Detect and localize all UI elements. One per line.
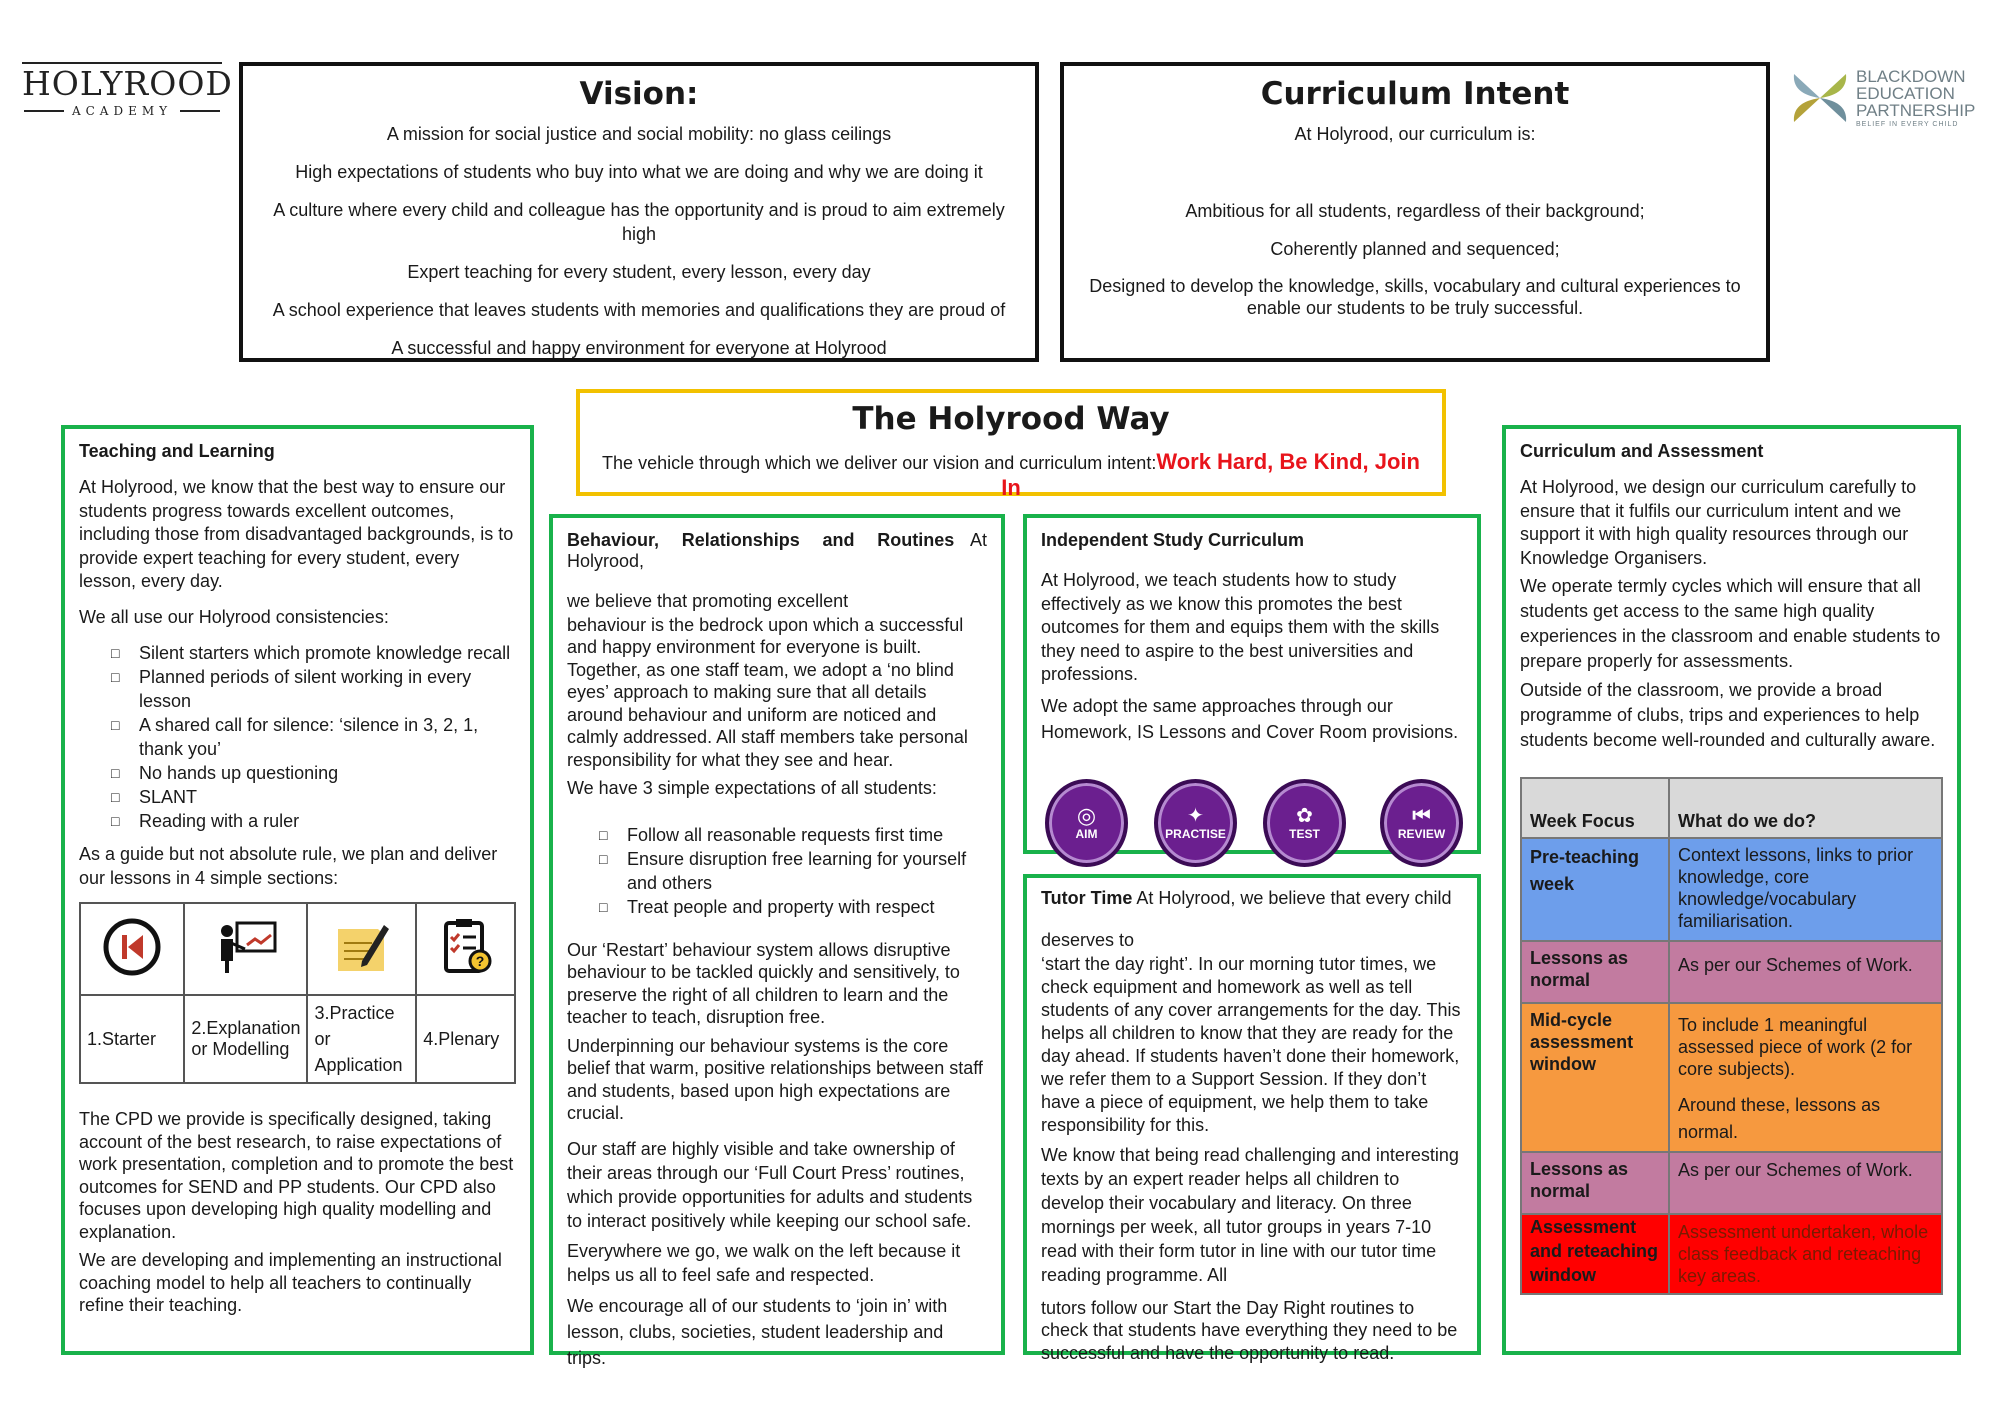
teaching-p1: At Holyrood, we know that the best way to ensure our students progress towards excellent outcomes, including those from disadvantaged backgrounds, is to provide expert teaching for every student, every lesson, every day. <box>79 477 514 591</box>
list-item: □ Treat people and property with respect <box>607 895 987 919</box>
study-p2: We adopt the same approaches through our Homework, IS Lessons and Cover Room provisions. <box>1041 695 1459 742</box>
holyrood-logo <box>22 62 233 126</box>
assessment-p3: Outside of the classroom, we provide a broad programme of clubs, trips and experiences to help students become well-rounded and culturally aware. <box>1520 680 1936 750</box>
behaviour-p5: Our staff are highly visible and take ownership of their areas through our ‘Full Court Press’ routines, which provide opportunities for adults and students to interact positively while keeping our school safe. <box>567 1138 973 1231</box>
behaviour-p3: Our ‘Restart’ behaviour system allows disruptive behaviour to be tackled quickly and sensitively, to preserve the right of all children to learn and the teacher to teach, disruption free. <box>567 939 960 1027</box>
study-heading: Independent Study Curriculum <box>1041 530 1305 550</box>
partner-line2: EDUCATION <box>1856 84 1955 103</box>
list-item: □ Reading with a ruler <box>119 809 516 833</box>
behaviour-heading-tail: At Holyrood, <box>567 530 987 571</box>
section-label: 2.Explanation or Modelling <box>184 995 307 1083</box>
intent-line: Ambitious for all students, regardless of their background; <box>1185 201 1645 221</box>
teaching-p5: We are developing and implementing an instructional coaching model to help all teachers to continually refine their teaching. <box>79 1250 502 1315</box>
behaviour-p4: Underpinning our behaviour systems is the core belief that warm, positive relationships between staff and students, based upon high expectations are crucial. <box>567 1035 983 1123</box>
teaching-learning-box <box>61 425 534 1355</box>
expectations-list <box>567 823 987 919</box>
row-what-cell <box>1669 1003 1942 1152</box>
row-focus: Pre-teaching week <box>1521 838 1669 941</box>
behaviour-p7: We encourage all of our students to ‘join in’ with lesson, clubs, societies, student leadership and trips. <box>567 1295 948 1368</box>
tutor-heading: Tutor Time <box>1041 888 1133 908</box>
study-badges <box>1041 779 1463 867</box>
tutor-heading-tail: At Holyrood, we believe that every child <box>1132 888 1452 908</box>
vision-line: Expert teaching for every student, every lesson, every day <box>407 262 871 282</box>
vision-title: Vision: <box>579 76 699 112</box>
list-item: □ No hands up questioning <box>119 761 516 785</box>
row-what-extra: Around these, lessons as normal. <box>1678 1095 1881 1142</box>
list-item: □ Silent starters which promote knowledge recall <box>119 641 516 665</box>
assessment-p2: We operate termly cycles which will ensure that all students get access to the same high quality experiences in the classroom and enable students to prepare properly for assessments. <box>1520 576 1941 671</box>
consistencies-list <box>79 641 516 833</box>
section-label: 1.Starter <box>80 995 184 1083</box>
assessment-p1: At Holyrood, we design our curriculum carefully to ensure that it fulfils our curriculum intent and we support it with high quality resources through our Knowledge Organisers. <box>1520 477 1917 568</box>
independent-study-box <box>1023 514 1481 854</box>
behaviour-p1a: we believe that promoting excellent <box>567 591 849 611</box>
tutor-p1a: deserves to <box>1041 930 1135 950</box>
row-what: As per our Schemes of Work. <box>1669 941 1942 1003</box>
behaviour-p2: We have 3 simple expectations of all students: <box>567 778 937 798</box>
tutor-p2: We know that being read challenging and interesting texts by an expert reader helps all children to develop their vocabulary and literacy. On three mornings per week, all tutor groups in years 7-10 read with their form tutor in line with our tutor time reading programme. All <box>1041 1144 1459 1285</box>
practice-cell <box>307 903 416 995</box>
vision-line: A mission for social justice and social mobility: no glass ceilings <box>386 124 892 144</box>
aim-badge-icon: ◎ AIM <box>1045 779 1128 867</box>
row-what: Assessment undertaken, whole class feedback and reteaching key areas. <box>1669 1214 1942 1294</box>
list-item: □ Ensure disruption free learning for yourself and others <box>607 847 987 895</box>
vision-line: A successful and happy environment for everyone at Holyrood <box>391 338 887 358</box>
partner-tagline: BELIEF IN EVERY CHILD <box>1856 121 1959 128</box>
vision-line: High expectations of students who buy into what we are doing and why we are doing it <box>295 162 983 182</box>
partner-logo <box>1790 68 1990 138</box>
week-focus-table <box>1520 777 1943 1295</box>
partner-flower-icon <box>1790 68 1850 128</box>
list-item: □ Planned periods of silent working in every lesson <box>119 665 516 713</box>
intent-intro: At Holyrood, our curriculum is: <box>1294 124 1536 144</box>
table-header: Week Focus <box>1521 778 1669 838</box>
partner-line1: BLACKDOWN <box>1856 67 1966 86</box>
lesson-sections-table <box>79 902 516 1084</box>
teaching-p3: As a guide but not absolute rule, we plan and deliver our lessons in 4 simple sections: <box>79 844 498 888</box>
row-focus: Assessment and reteaching window <box>1521 1214 1669 1294</box>
assessment-heading: Curriculum and Assessment <box>1520 441 1764 461</box>
behaviour-p1b: behaviour is the bedrock upon which a successful and happy environment for everyone is built. Together, as one staff team, we adopt a ‘no blind eyes’ approach to making sure that all details around behaviour and uniform are noticed and calmly addressed. All staff members take personal responsibility for what they see and hear. <box>567 614 968 770</box>
intent-line: Coherently planned and sequenced; <box>1270 239 1560 259</box>
svg-text:?: ? <box>475 952 484 969</box>
badge-label: PRACTISE <box>1165 826 1226 841</box>
row-focus: Lessons as normal <box>1521 1152 1669 1214</box>
starter-cell <box>80 903 184 995</box>
row-what: To include 1 meaningful assessed piece of work (2 for core subjects). <box>1678 1015 1913 1079</box>
section-label: 3.Practice or Application <box>307 995 416 1083</box>
badge-label: REVIEW <box>1397 826 1446 841</box>
table-header: What do we do? <box>1669 778 1942 838</box>
tutor-p3: tutors follow our Start the Day Right routines to check that students have everything they need to be successful and have the opportunity to read. <box>1041 1297 1458 1363</box>
vision-box <box>239 62 1039 362</box>
tutor-time-box <box>1023 874 1481 1363</box>
table-row <box>1521 1214 1942 1294</box>
starter-icon <box>102 917 162 977</box>
behaviour-box <box>549 514 1005 1368</box>
vision-line: A culture where every child and colleague has the opportunity and is proud to aim extremely high <box>273 200 1005 244</box>
review-badge-icon: ⏮ REVIEW <box>1380 779 1463 867</box>
practise-badge-icon: ✦ PRACTISE <box>1154 779 1237 867</box>
row-what: Context lessons, links to prior knowledge, core knowledge/vocabulary familiarisation. <box>1669 838 1942 941</box>
way-subtitle: The vehicle through which we deliver our vision and curriculum intent: <box>602 453 1157 473</box>
badge-label: TEST <box>1289 826 1320 841</box>
plenary-icon <box>436 917 496 977</box>
table-row <box>1521 1003 1942 1152</box>
explanation-icon <box>213 919 279 975</box>
tutor-p1b: ‘start the day right’. In our morning tutor times, we check equipment and homework as well as tell students of any cover arrangements for the day. This helps all children to know that they are ready for the day ahead. If students haven’t done their homework, we refer them to a Support Session. If they don’t have a piece of equipment, we help them to take responsibility for this. <box>1041 953 1461 1135</box>
teaching-p2: We all use our Holyrood consistencies: <box>79 606 389 627</box>
list-item: □ A shared call for silence: ‘silence in 3, 2, 1, thank you’ <box>119 713 516 761</box>
test-badge-icon: ✿ TEST <box>1263 779 1346 867</box>
teaching-heading: Teaching and Learning <box>79 441 275 461</box>
row-what: As per our Schemes of Work. <box>1669 1152 1942 1214</box>
vision-line: A school experience that leaves students with memories and qualifications they are proud of <box>272 300 1006 320</box>
logo-name: HOLYROOD <box>22 64 233 103</box>
behaviour-p6: Everywhere we go, we walk on the left because it helps us all to feel safe and respected. <box>567 1240 961 1285</box>
row-focus: Mid-cycle assessment window <box>1521 1003 1669 1152</box>
curriculum-assessment-box <box>1502 425 1961 1355</box>
teaching-p4: The CPD we provide is specifically designed, taking account of the best research, to raise expectations of work presentation, completion and to promote the best outcomes for SEND and PP students. Our CPD also focuses upon developing high quality modelling and explanation. <box>79 1109 514 1242</box>
table-row <box>1521 941 1942 1003</box>
list-item: □ SLANT <box>119 785 516 809</box>
way-title: The Holyrood Way <box>852 401 1170 437</box>
holyrood-way-box <box>576 389 1446 500</box>
explanation-cell <box>184 903 307 995</box>
row-focus: Lessons as normal <box>1521 941 1669 1003</box>
badge-label: AIM <box>1075 826 1098 841</box>
curriculum-intent-box <box>1060 62 1770 362</box>
partner-line3: PARTNERSHIP <box>1856 101 1976 120</box>
study-p1: At Holyrood, we teach students how to study effectively as we know this promotes the best outcomes for them and equips them with the skills they need to aspire to the best universities and professions. <box>1041 570 1440 684</box>
intent-line: Designed to develop the knowledge, skills, vocabulary and cultural experiences to enable our students to be truly successful. <box>1089 276 1741 318</box>
plenary-cell <box>416 903 515 995</box>
section-label: 4.Plenary <box>416 995 515 1083</box>
list-item: □ Follow all reasonable requests first time <box>607 823 987 847</box>
practice-icon <box>332 917 392 977</box>
logo-sub: ACADEMY <box>71 104 173 118</box>
behaviour-heading: Behaviour, Relationships and Routines <box>567 530 955 550</box>
table-row <box>1521 838 1942 941</box>
intent-title: Curriculum Intent <box>1260 76 1570 112</box>
way-motto: Work Hard, Be Kind, Join In <box>1001 449 1420 500</box>
table-row <box>1521 1152 1942 1214</box>
